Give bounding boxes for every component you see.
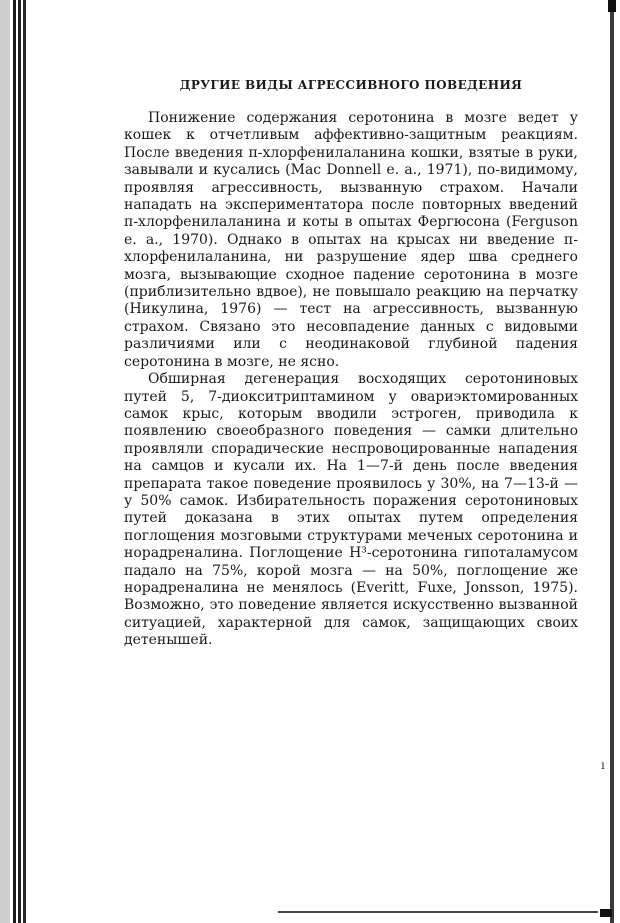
document-page — [124, 76, 578, 650]
scan-bottom-mark — [600, 909, 612, 917]
scan-right-edge — [610, 0, 614, 923]
paragraph-serotonin-cats: Понижение содержания серотонина в мозге ведет у кошек к отчетливым аффективно-защитным реакциям. После введения п-хлорфенилаланина кошки, взятые в руки, завывали и кусались (Mac Donnell e. a., 1971), по-видимому, проявляя агрессивность, вызванную страхом. Начали нападать на экспериментатора после повторных введений п-хлорфенилаланина и коты в опытах Фергюсона (Ferguson e. a., 1970). Однако в опытах на крысах ни введение п-хлорфенилаланина, ни разрушение ядер шва среднего мозга, вызывающие сходное падение серотонина в мозге (приблизительно вдвое), не повышало реакцию на перчатку (Никулина, 1976) — тест на агрессивность, вызванную страхом. Связано это несовпадение данных с видовыми различиями или с неодинаковой глубиной падения серотонина в мозге, не ясно. — [124, 110, 578, 370]
scan-bottom-rule — [278, 911, 598, 913]
paragraph-degeneration-rats: Обширная дегенерация восходящих серотониновых путей 5, 7-диокситриптамином у овариэктомированных самок крыс, которым вводили эстроген, приводила к появлению своеобразного поведения — самки длительно проявляли спорадические неспровоцированные нападения на самцов и кусали их. На 1—7-й день после введения препарата такое поведение проявилось у 30%, на 7—13-й — у 50% самок. Избирательность поражения серотониновых путей доказана в этих опытах путем определения поглощения мозговыми структурами меченых серотонина и норадреналина. Поглощение H³-серотонина гипоталамусом падало на 75%, корой мозга — на 50%, поглощение же норадреналина не менялось (Everitt, Fuxe, Jonsson, 1975). Возможно, это поведение является искусственно вызванной ситуацией, характерной для самок, защищающих своих детенышей. — [124, 371, 578, 649]
scan-top-mark — [608, 0, 616, 12]
scan-binding-edge — [0, 0, 34, 923]
scan-stray-mark: ı — [601, 758, 605, 772]
section-heading: ДРУГИЕ ВИДЫ АГРЕССИВНОГО ПОВЕДЕНИЯ — [179, 78, 523, 92]
